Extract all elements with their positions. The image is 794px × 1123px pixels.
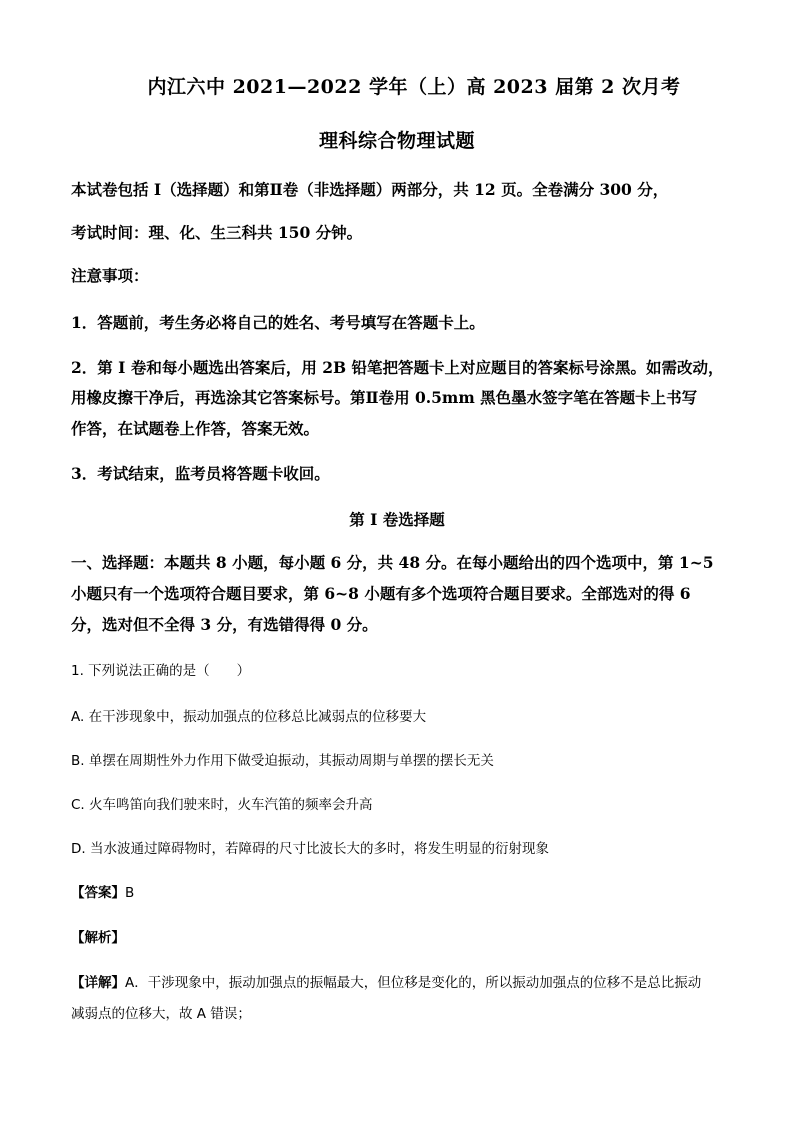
analysis-line <box>71 926 731 946</box>
detail-line-2: 减弱点的位移大，故 A 错误； <box>71 1006 251 1022</box>
note-2-line-1: 2．第 I 卷和每小题选出答案后，用 2B 铅笔把答题卡上对应题目的答案标号涂黑。如需改动， <box>71 358 724 377</box>
question-1-option-a: A. 在干涉现象中，振动加强点的位移总比减弱点的位移要大 <box>71 709 427 725</box>
intro-line-1 <box>71 178 731 200</box>
section-instruction-line-2: 小题只有一个选项符合题目要求，第 6~8 小题有多个选项符合题目要求。全部选对的得 6 <box>71 584 691 603</box>
note-3: 3．考试结束，监考员将答题卡收回。 <box>71 464 330 483</box>
analysis-label: 【解析】 <box>71 930 125 946</box>
detail-label: 【详解】 <box>71 975 125 991</box>
answer-label: 【答案】 <box>71 885 125 901</box>
detail-line-1-text: A．干涉现象中，振动加强点的振幅最大，但位移是变化的，所以振动加强点的位移不是总比振动 <box>125 975 702 991</box>
question-1-option-b: B. 单摆在周期性外力作用下做受迫振动，其振动周期与单摆的摆长无关 <box>71 753 494 769</box>
exam-subtitle: 理科综合物理试题 <box>318 130 475 152</box>
intro-line-1-text: 本试卷包括 I（选择题）和第Ⅱ卷（非选择题）两部分，共 12 页。全卷满分 300 分， <box>71 180 669 199</box>
question-1-stem: 1. 下列说法正确的是（ ） <box>71 663 251 679</box>
question-1-option-c: C. 火车鸣笛向我们驶来时，火车汽笛的频率会升高 <box>71 797 373 813</box>
intro-line-2: 考试时间：理、化、生三科共 150 分钟。 <box>71 223 363 242</box>
note-2-line-2: 用橡皮擦干净后，再选涂其它答案标号。第Ⅱ卷用 0.5mm 黑色墨水签字笔在答题卡上书写 <box>71 388 698 407</box>
note-1: 1．答题前，考生务必将自己的姓名、考号填写在答题卡上。 <box>71 313 485 332</box>
answer-line <box>71 881 731 901</box>
section-heading: 第 I 卷选择题 <box>349 510 445 529</box>
answer-value: B <box>125 885 135 901</box>
section-instruction-line-1: 一、选择题：本题共 8 小题，每小题 6 分，共 48 分。在每小题给出的四个选项中，第 1~5 <box>71 553 714 572</box>
detail-line-1 <box>71 971 731 991</box>
section-instruction-line-3: 分，选对但不全得 3 分，有选错得得 0 分。 <box>71 615 378 634</box>
notice-heading: 注意事项： <box>71 266 149 285</box>
question-1-option-d: D. 当水波通过障碍物时，若障碍的尺寸比波长大的多时，将发生明显的衍射现象 <box>71 841 549 857</box>
note-2-line-3: 作答，在试题卷上作答，答案无效。 <box>71 419 320 438</box>
exam-title: 内江六中 2021—2022 学年（上）高 2023 届第 2 次月考 <box>147 76 681 98</box>
